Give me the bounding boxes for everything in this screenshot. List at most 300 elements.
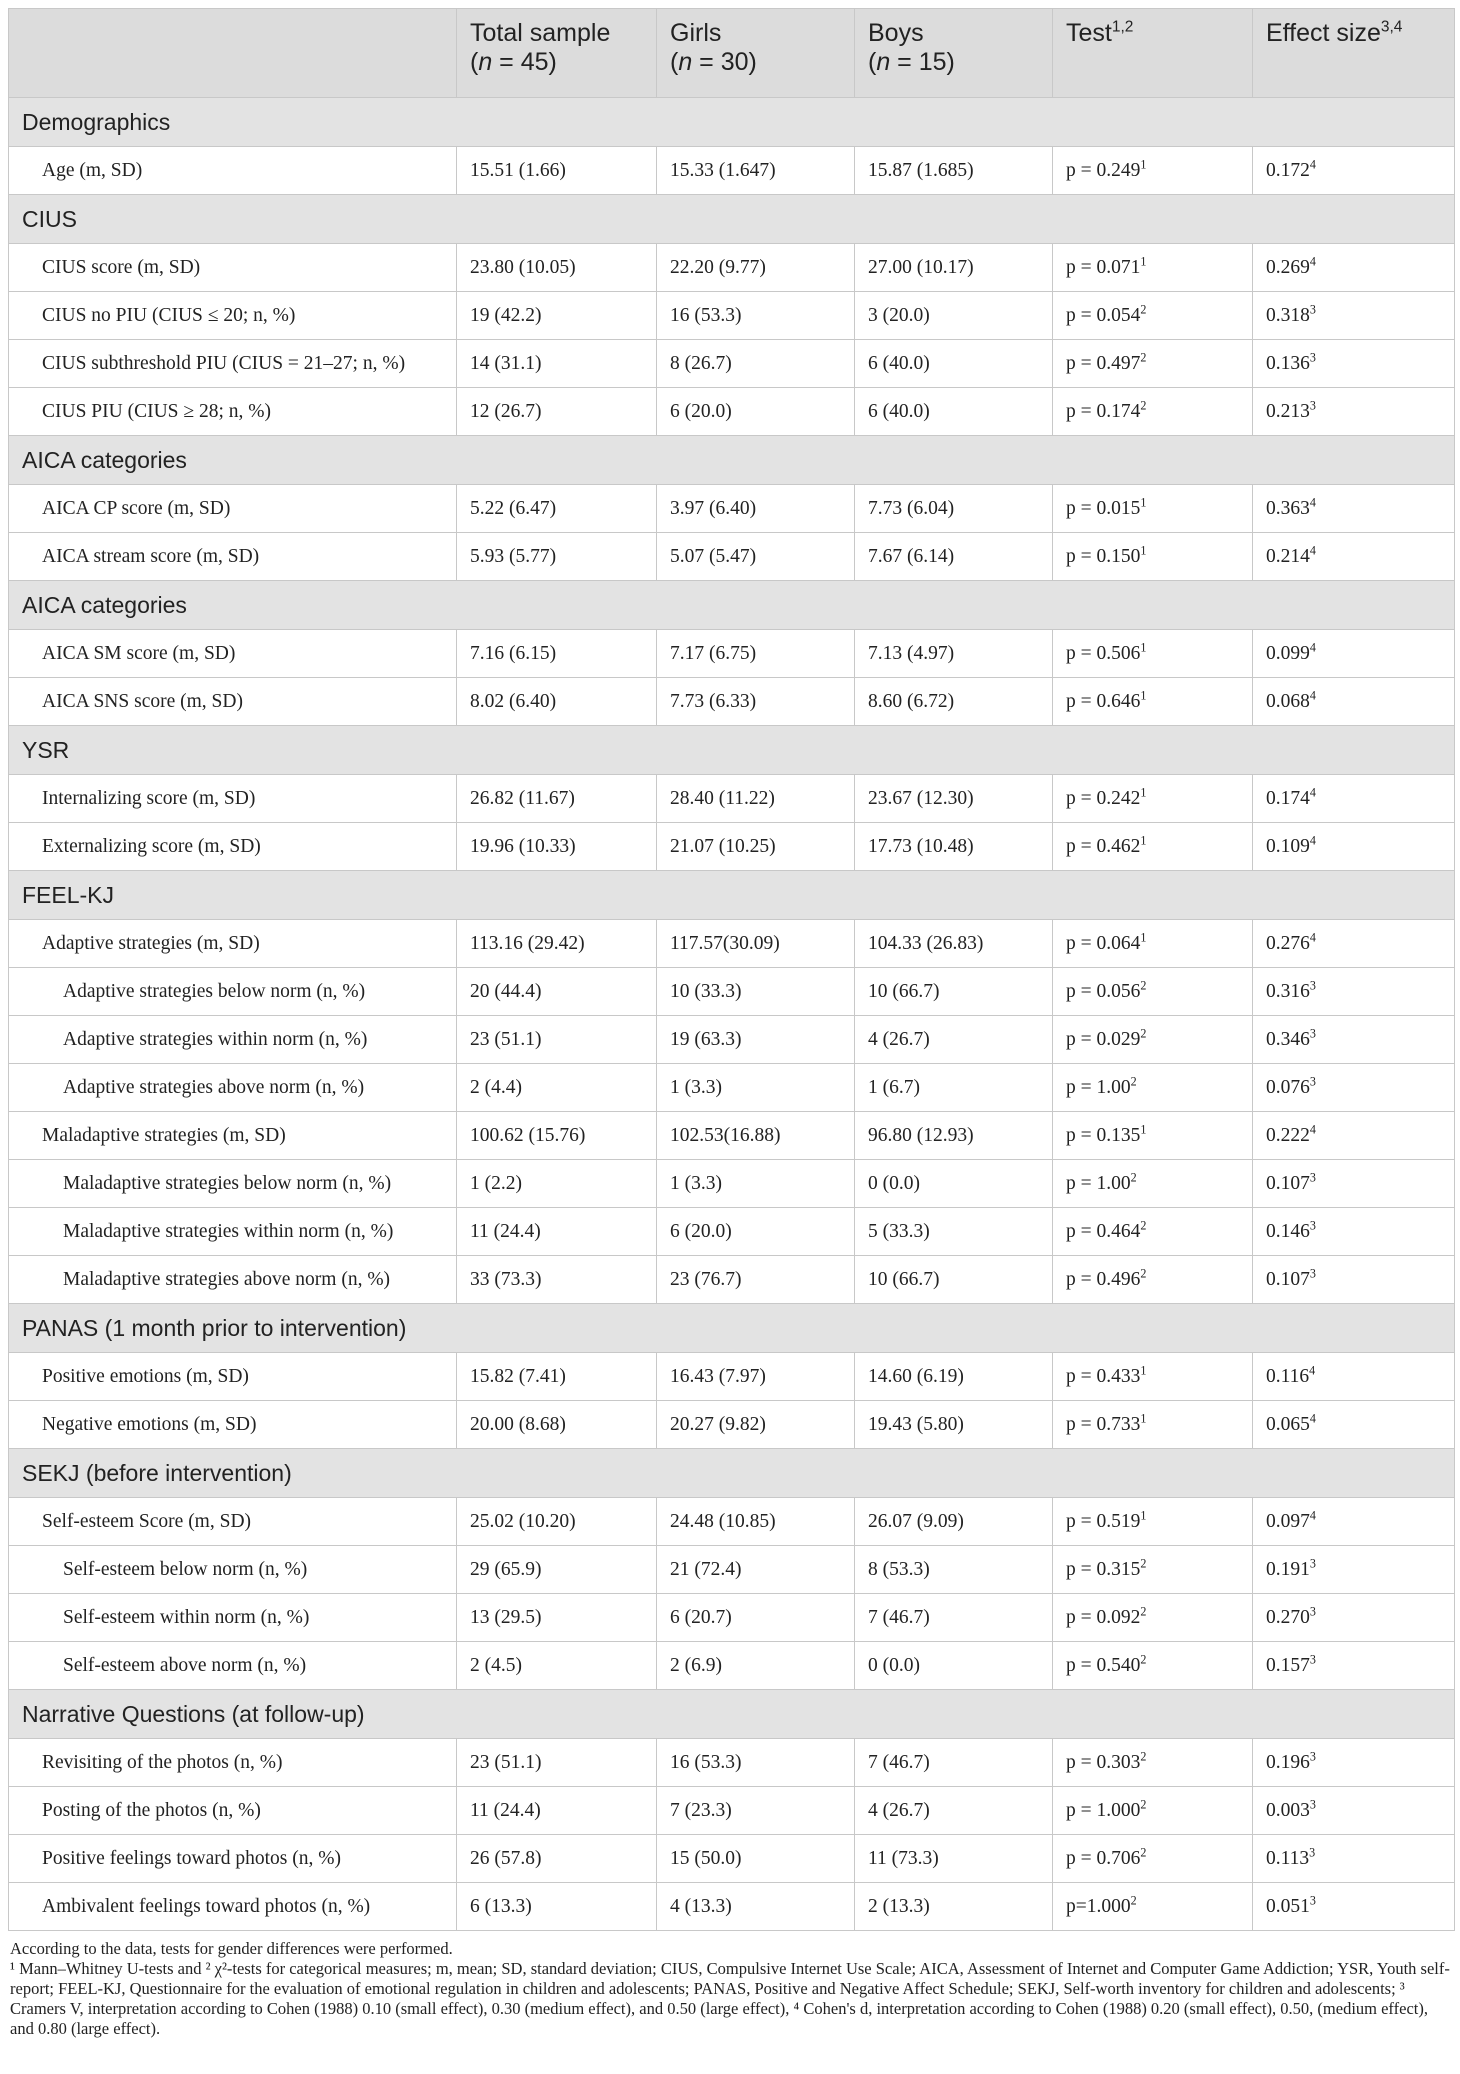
cell-test-superscript: 2 (1140, 1556, 1147, 1570)
cell-test (1053, 1160, 1253, 1208)
cell-test-value: p = 0.464 (1066, 1220, 1141, 1242)
cell-effect-size-superscript: 3 (1309, 978, 1316, 992)
cell-test (1053, 630, 1253, 678)
cell-test-value: p = 0.135 (1066, 1124, 1141, 1146)
cell-boys-value: 23.67 (12.30) (868, 787, 974, 809)
cell-boys-value: 0 (0.0) (868, 1654, 920, 1676)
table-row (9, 533, 1455, 581)
cell-test-superscript: 2 (1140, 1218, 1147, 1232)
cell-effect-size-value: 0.222 (1266, 1124, 1310, 1146)
cell-test-value: p = 0.315 (1066, 1558, 1141, 1580)
cell-boys-value: 4 (26.7) (868, 1028, 930, 1050)
cell-test (1053, 1642, 1253, 1690)
table-row (9, 1208, 1455, 1256)
cell-effect-size-value: 0.363 (1266, 497, 1310, 519)
cell-total-value: 15.51 (1.66) (470, 159, 566, 181)
cell-total-value: 20.00 (8.68) (470, 1413, 566, 1435)
cell-girls (657, 292, 855, 340)
table-row (9, 1160, 1455, 1208)
cell-effect-size-value: 0.269 (1266, 256, 1310, 278)
cell-girls-value: 117.57(30.09) (670, 932, 780, 954)
cell-test-value: p = 0.064 (1066, 932, 1141, 954)
cell-test (1053, 920, 1253, 968)
row-label (9, 1498, 457, 1546)
cell-effect-size-value: 0.107 (1266, 1268, 1310, 1290)
cell-girls-value: 2 (6.9) (670, 1654, 722, 1676)
cell-total-value: 8.02 (6.40) (470, 690, 557, 712)
cell-girls-value: 3.97 (6.40) (670, 497, 757, 519)
cell-total-value: 29 (65.9) (470, 1558, 542, 1580)
row-label (9, 388, 457, 436)
section-header-row (9, 871, 1455, 920)
cell-test-value: p = 1.000 (1066, 1799, 1141, 1821)
cell-boys (855, 340, 1053, 388)
cell-total-value: 100.62 (15.76) (470, 1124, 586, 1146)
row-label-value: Externalizing score (m, SD) (42, 835, 261, 857)
cell-boys-value: 7 (46.7) (868, 1606, 930, 1628)
cell-total (457, 1642, 657, 1690)
cell-effect-size-value: 0.174 (1266, 787, 1310, 809)
cell-total (457, 630, 657, 678)
cell-total-value: 12 (26.7) (470, 400, 542, 422)
cell-effect-size-value: 0.076 (1266, 1076, 1310, 1098)
cell-girls-value: 20.27 (9.82) (670, 1413, 766, 1435)
cell-test-superscript: 2 (1140, 1749, 1147, 1763)
cell-girls (657, 1739, 855, 1787)
cell-test (1053, 292, 1253, 340)
row-label-value: Maladaptive strategies within norm (n, %) (63, 1220, 394, 1242)
cell-effect-size (1253, 292, 1455, 340)
cell-test-superscript: 1 (1140, 1411, 1147, 1425)
cell-effect-size-value: 0.113 (1266, 1847, 1310, 1869)
section-header-row (9, 195, 1455, 244)
header-girls-n: (n = 30) (670, 48, 757, 76)
cell-effect-size-superscript: 3 (1309, 302, 1316, 316)
row-label (9, 920, 457, 968)
row-label (9, 1835, 457, 1883)
cell-test-value: p = 0.054 (1066, 304, 1141, 326)
cell-girls-value: 21.07 (10.25) (670, 835, 776, 857)
row-label (9, 775, 457, 823)
cell-total (457, 244, 657, 292)
cell-effect-size (1253, 1498, 1455, 1546)
cell-girls (657, 1112, 855, 1160)
cell-girls (657, 1401, 855, 1449)
cell-girls (657, 147, 855, 195)
table-row (9, 1835, 1455, 1883)
cell-test (1053, 485, 1253, 533)
cell-total (457, 340, 657, 388)
cell-boys-value: 27.00 (10.17) (868, 256, 974, 278)
row-label (9, 1787, 457, 1835)
cell-total (457, 1401, 657, 1449)
table-row (9, 1642, 1455, 1690)
cell-girls-value: 1 (3.3) (670, 1172, 722, 1194)
header-total-n: (n = 45) (470, 48, 557, 76)
section-title: AICA categories (9, 581, 1455, 630)
cell-boys (855, 1594, 1053, 1642)
row-label-value: Ambivalent feelings toward photos (n, %) (42, 1895, 371, 1917)
table-row (9, 775, 1455, 823)
cell-total (457, 1064, 657, 1112)
cell-total (457, 1112, 657, 1160)
characteristics-table (8, 8, 1455, 1931)
cell-total-value: 14 (31.1) (470, 352, 542, 374)
cell-girls (657, 485, 855, 533)
cell-effect-size (1253, 1353, 1455, 1401)
cell-effect-size (1253, 1739, 1455, 1787)
table-row (9, 1498, 1455, 1546)
cell-boys-value: 8.60 (6.72) (868, 690, 955, 712)
cell-girls (657, 388, 855, 436)
cell-test-value: p = 0.092 (1066, 1606, 1141, 1628)
row-label-value: Adaptive strategies below norm (n, %) (63, 980, 366, 1002)
cell-test-superscript: 1 (1140, 785, 1147, 799)
table-row (9, 1594, 1455, 1642)
cell-girls-value: 21 (72.4) (670, 1558, 742, 1580)
cell-girls (657, 340, 855, 388)
cell-total-value: 26 (57.8) (470, 1847, 542, 1869)
row-label (9, 485, 457, 533)
row-label-value: Maladaptive strategies above norm (n, %) (63, 1268, 391, 1290)
row-label-value: AICA CP score (m, SD) (42, 497, 231, 519)
cell-girls (657, 1835, 855, 1883)
row-label-value: Adaptive strategies above norm (n, %) (63, 1076, 365, 1098)
cell-boys-value: 104.33 (26.83) (868, 932, 984, 954)
cell-total (457, 1353, 657, 1401)
cell-test-superscript: 2 (1140, 398, 1147, 412)
cell-girls-value: 15 (50.0) (670, 1847, 742, 1869)
cell-girls (657, 1642, 855, 1690)
cell-effect-size (1253, 1160, 1455, 1208)
cell-boys-value: 7.73 (6.04) (868, 497, 955, 519)
cell-total (457, 678, 657, 726)
cell-boys (855, 533, 1053, 581)
cell-total (457, 775, 657, 823)
header-row (9, 9, 1455, 98)
cell-test-superscript: 2 (1130, 1893, 1137, 1907)
cell-effect-size-value: 0.318 (1266, 304, 1310, 326)
cell-boys-value: 8 (53.3) (868, 1558, 930, 1580)
cell-test-superscript: 2 (1140, 1652, 1147, 1666)
row-label-value: Age (m, SD) (42, 159, 143, 181)
cell-total-value: 113.16 (29.42) (470, 932, 585, 954)
cell-girls-value: 22.20 (9.77) (670, 256, 766, 278)
cell-test-value: p = 0.249 (1066, 159, 1141, 181)
header-boys: Boys (n = 15) (855, 9, 1053, 98)
cell-effect-size-superscript: 4 (1309, 157, 1316, 171)
cell-effect-size-value: 0.346 (1266, 1028, 1310, 1050)
cell-girls-value: 15.33 (1.647) (670, 159, 776, 181)
section-title: CIUS (9, 195, 1455, 244)
cell-effect-size-superscript: 4 (1309, 254, 1316, 268)
header-girls: Girls (n = 30) (657, 9, 855, 98)
cell-girls-value: 24.48 (10.85) (670, 1510, 776, 1532)
cell-girls (657, 1546, 855, 1594)
cell-boys (855, 678, 1053, 726)
cell-total (457, 485, 657, 533)
table-row (9, 147, 1455, 195)
cell-test (1053, 1739, 1253, 1787)
cell-test (1053, 1787, 1253, 1835)
cell-test (1053, 1546, 1253, 1594)
cell-effect-size-superscript: 4 (1309, 833, 1316, 847)
row-label (9, 1883, 457, 1931)
cell-test (1053, 775, 1253, 823)
cell-boys (855, 1016, 1053, 1064)
cell-test-superscript: 2 (1130, 1170, 1137, 1184)
row-label (9, 968, 457, 1016)
cell-boys-value: 3 (20.0) (868, 304, 930, 326)
cell-boys (855, 1208, 1053, 1256)
cell-girls-value: 7 (23.3) (670, 1799, 732, 1821)
table-body (9, 98, 1455, 1931)
cell-effect-size-superscript: 3 (1309, 1170, 1316, 1184)
cell-girls (657, 533, 855, 581)
cell-boys-value: 10 (66.7) (868, 1268, 940, 1290)
row-label (9, 340, 457, 388)
row-label (9, 147, 457, 195)
cell-test-value: p = 0.519 (1066, 1510, 1141, 1532)
cell-total (457, 1546, 657, 1594)
cell-effect-size-value: 0.172 (1266, 159, 1310, 181)
row-label-value: AICA SM score (m, SD) (42, 642, 236, 664)
cell-girls-value: 6 (20.0) (670, 400, 732, 422)
cell-boys (855, 775, 1053, 823)
table-row (9, 340, 1455, 388)
row-label-value: Maladaptive strategies (m, SD) (42, 1124, 286, 1146)
cell-test (1053, 1401, 1253, 1449)
cell-girls-value: 4 (13.3) (670, 1895, 732, 1917)
row-label-value: Self-esteem below norm (n, %) (63, 1558, 308, 1580)
cell-effect-size-value: 0.068 (1266, 690, 1310, 712)
cell-girls-value: 8 (26.7) (670, 352, 732, 374)
cell-test-value: p = 0.506 (1066, 642, 1141, 664)
cell-total-value: 2 (4.4) (470, 1076, 522, 1098)
cell-girls-value: 7.17 (6.75) (670, 642, 757, 664)
section-header-row (9, 1304, 1455, 1353)
cell-effect-size-superscript: 4 (1309, 543, 1316, 557)
row-label (9, 1546, 457, 1594)
cell-effect-size (1253, 1883, 1455, 1931)
cell-test-value: p = 0.015 (1066, 497, 1141, 519)
cell-test-superscript: 2 (1140, 1797, 1147, 1811)
cell-test-value: p = 0.433 (1066, 1365, 1141, 1387)
cell-effect-size-value: 0.146 (1266, 1220, 1310, 1242)
cell-test (1053, 1498, 1253, 1546)
cell-test-superscript: 1 (1140, 688, 1147, 702)
cell-total-value: 19.96 (10.33) (470, 835, 576, 857)
cell-boys-value: 17.73 (10.48) (868, 835, 974, 857)
section-title: AICA categories (9, 436, 1455, 485)
cell-effect-size (1253, 1642, 1455, 1690)
table-row (9, 1353, 1455, 1401)
cell-boys-value: 4 (26.7) (868, 1799, 930, 1821)
cell-boys-value: 14.60 (6.19) (868, 1365, 964, 1387)
cell-total-value: 25.02 (10.20) (470, 1510, 576, 1532)
row-label-value: AICA stream score (m, SD) (42, 545, 260, 567)
cell-total-value: 13 (29.5) (470, 1606, 542, 1628)
cell-boys-value: 7.13 (4.97) (868, 642, 955, 664)
cell-effect-size-superscript: 4 (1309, 785, 1316, 799)
cell-total-value: 1 (2.2) (470, 1172, 522, 1194)
section-header-row (9, 436, 1455, 485)
cell-effect-size-value: 0.214 (1266, 545, 1310, 567)
cell-effect-size-value: 0.316 (1266, 980, 1310, 1002)
cell-effect-size (1253, 485, 1455, 533)
cell-girls (657, 1160, 855, 1208)
cell-test (1053, 244, 1253, 292)
cell-test-value: p = 0.497 (1066, 352, 1141, 374)
row-label-value: CIUS score (m, SD) (42, 256, 201, 278)
row-label (9, 823, 457, 871)
cell-test-value: p = 0.029 (1066, 1028, 1141, 1050)
cell-test (1053, 823, 1253, 871)
cell-boys (855, 968, 1053, 1016)
row-label (9, 1112, 457, 1160)
row-label (9, 1256, 457, 1304)
cell-boys (855, 1642, 1053, 1690)
cell-girls-value: 16 (53.3) (670, 1751, 742, 1773)
cell-test-value: p = 1.00 (1066, 1172, 1131, 1194)
cell-total-value: 23 (51.1) (470, 1028, 542, 1050)
table-row (9, 1256, 1455, 1304)
row-label-value: Internalizing score (m, SD) (42, 787, 256, 809)
cell-effect-size-superscript: 3 (1309, 1556, 1316, 1570)
cell-boys-value: 7.67 (6.14) (868, 545, 955, 567)
row-label-value: Adaptive strategies (m, SD) (42, 932, 260, 954)
table-row (9, 1016, 1455, 1064)
cell-boys (855, 630, 1053, 678)
cell-girls (657, 1883, 855, 1931)
cell-total-value: 6 (13.3) (470, 1895, 532, 1917)
cell-girls (657, 1498, 855, 1546)
cell-total (457, 147, 657, 195)
cell-boys-value: 0 (0.0) (868, 1172, 920, 1194)
cell-effect-size (1253, 1064, 1455, 1112)
table-row (9, 678, 1455, 726)
cell-total-value: 5.93 (5.77) (470, 545, 557, 567)
cell-boys-value: 5 (33.3) (868, 1220, 930, 1242)
cell-effect-size-value: 0.276 (1266, 932, 1310, 954)
cell-effect-size-value: 0.065 (1266, 1413, 1310, 1435)
cell-boys-value: 15.87 (1.685) (868, 159, 974, 181)
section-header-row (9, 581, 1455, 630)
cell-total (457, 388, 657, 436)
row-label-value: Revisiting of the photos (n, %) (42, 1751, 283, 1773)
table-header (9, 9, 1455, 98)
table-row (9, 1787, 1455, 1835)
header-test: Test$^{1,2}$ (1053, 9, 1253, 98)
cell-test (1053, 533, 1253, 581)
row-label (9, 1353, 457, 1401)
table-row (9, 1064, 1455, 1112)
section-header-row (9, 1690, 1455, 1739)
cell-effect-size-value: 0.270 (1266, 1606, 1310, 1628)
cell-girls-value: 16.43 (7.97) (670, 1365, 766, 1387)
cell-test-value: p = 0.242 (1066, 787, 1141, 809)
row-label (9, 630, 457, 678)
cell-test-superscript: 1 (1140, 254, 1147, 268)
cell-test (1053, 1353, 1253, 1401)
cell-boys (855, 823, 1053, 871)
cell-total-value: 33 (73.3) (470, 1268, 542, 1290)
cell-effect-size-value: 0.003 (1266, 1799, 1310, 1821)
cell-test-superscript: 1 (1140, 1122, 1147, 1136)
cell-effect-size (1253, 1835, 1455, 1883)
row-label (9, 1642, 457, 1690)
row-label-value: Self-esteem Score (m, SD) (42, 1510, 252, 1532)
cell-total-value: 23.80 (10.05) (470, 256, 576, 278)
cell-girls (657, 244, 855, 292)
cell-effect-size (1253, 340, 1455, 388)
table-row (9, 1546, 1455, 1594)
cell-test (1053, 1016, 1253, 1064)
row-label-value: Posting of the photos (n, %) (42, 1799, 261, 1821)
section-title: YSR (9, 726, 1455, 775)
cell-test (1053, 147, 1253, 195)
cell-girls-value: 7.73 (6.33) (670, 690, 757, 712)
cell-girls (657, 678, 855, 726)
table-row (9, 292, 1455, 340)
footnote-line1: According to the data, tests for gender differences were performed. (10, 1939, 453, 1958)
cell-test-superscript: 1 (1140, 930, 1147, 944)
cell-effect-size (1253, 147, 1455, 195)
row-label-value: Adaptive strategies within norm (n, %) (63, 1028, 368, 1050)
cell-total (457, 968, 657, 1016)
cell-total-value: 2 (4.5) (470, 1654, 522, 1676)
cell-girls-value: 6 (20.7) (670, 1606, 732, 1628)
cell-total-value: 23 (51.1) (470, 1751, 542, 1773)
cell-test-value: p = 0.056 (1066, 980, 1141, 1002)
section-header-row (9, 98, 1455, 147)
cell-test-superscript: 1 (1140, 543, 1147, 557)
cell-girls (657, 1353, 855, 1401)
cell-boys-value: 2 (13.3) (868, 1895, 930, 1917)
cell-boys (855, 388, 1053, 436)
cell-girls (657, 630, 855, 678)
cell-boys-value: 10 (66.7) (868, 980, 940, 1002)
cell-boys (855, 1112, 1053, 1160)
cell-test-value: p = 0.071 (1066, 256, 1141, 278)
section-header-row (9, 1449, 1455, 1498)
cell-test-superscript: 1 (1140, 495, 1147, 509)
cell-boys-value: 19.43 (5.80) (868, 1413, 964, 1435)
cell-effect-size-superscript: 4 (1309, 640, 1316, 654)
cell-effect-size-superscript: 4 (1309, 1411, 1316, 1425)
cell-effect-size-superscript: 3 (1309, 1266, 1316, 1280)
cell-total-value: 7.16 (6.15) (470, 642, 557, 664)
header-boys-n: (n = 15) (868, 48, 955, 76)
row-label (9, 1594, 457, 1642)
cell-total (457, 533, 657, 581)
cell-girls-value: 16 (53.3) (670, 304, 742, 326)
cell-test-superscript: 1 (1140, 640, 1147, 654)
row-label-value: Positive feelings toward photos (n, %) (42, 1847, 341, 1869)
section-title: FEEL-KJ (9, 871, 1455, 920)
cell-effect-size-superscript: 3 (1309, 1218, 1316, 1232)
cell-girls-value: 6 (20.0) (670, 1220, 732, 1242)
cell-girls-value: 28.40 (11.22) (670, 787, 775, 809)
cell-effect-size-superscript: 3 (1309, 1749, 1316, 1763)
cell-test-value: p = 0.496 (1066, 1268, 1141, 1290)
row-label (9, 1160, 457, 1208)
row-label (9, 1401, 457, 1449)
cell-test-value: p = 0.706 (1066, 1847, 1141, 1869)
cell-test (1053, 1064, 1253, 1112)
cell-boys (855, 1739, 1053, 1787)
cell-girls (657, 1256, 855, 1304)
